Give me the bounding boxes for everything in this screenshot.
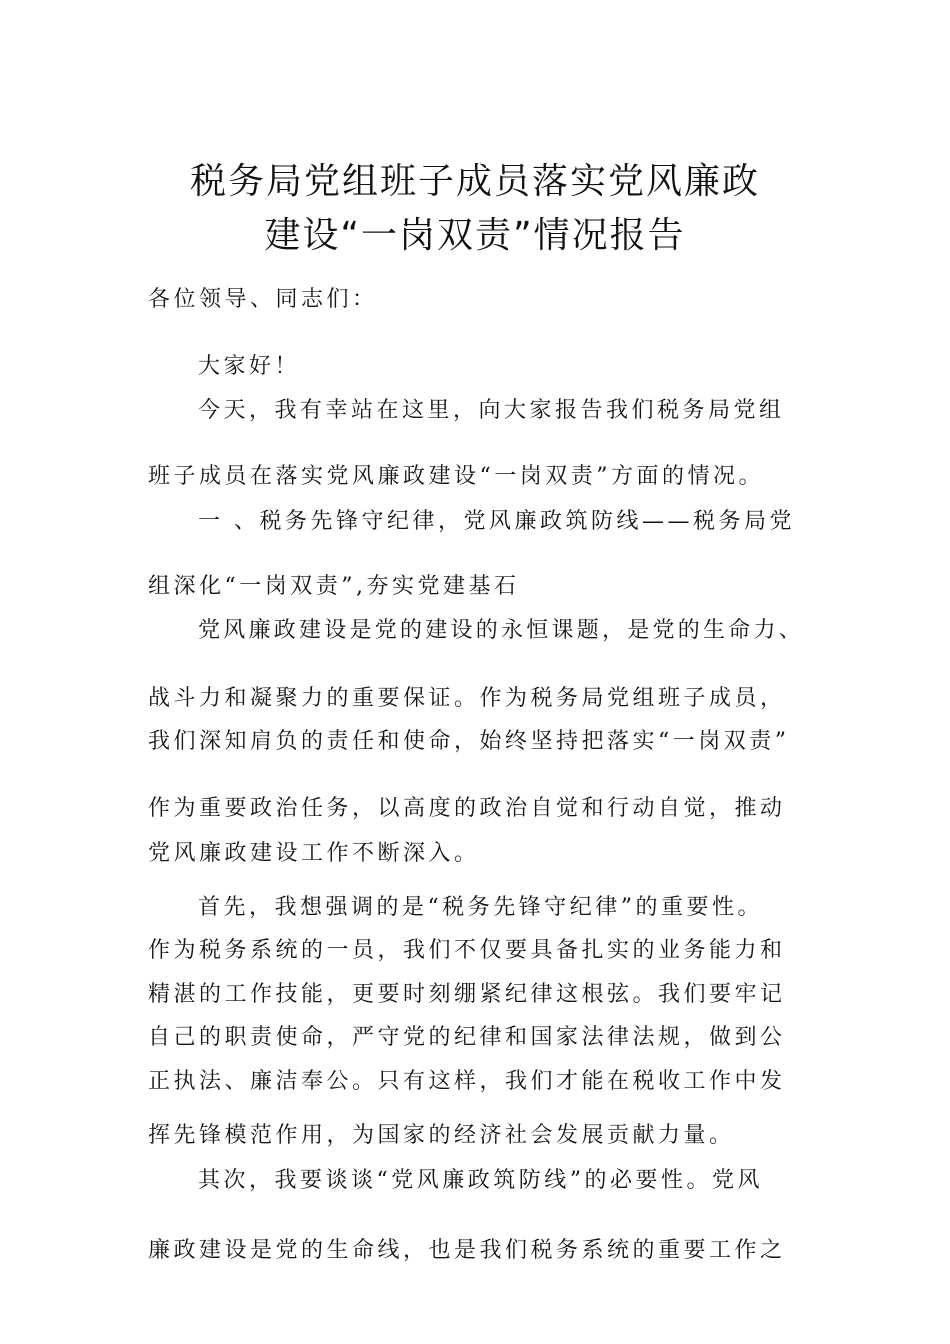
body-line: 正执法、廉洁奉公。只有这样，我们才能在税收工作中发 <box>148 1069 786 1094</box>
body-line: 作为重要政治任务，以高度的政治自觉和行动自觉，推动 <box>148 796 786 821</box>
document-title-line-2: 建设“一岗双责”情况报告 <box>264 215 686 256</box>
body-line: 廉政建设是党的生命线，也是我们税务系统的重要工作之 <box>148 1238 786 1263</box>
body-line: 作为税务系统的一员，我们不仅要具备扎实的业务能力和 <box>148 938 786 963</box>
body-line: 自己的职责使命，严守党的纪律和国家法律法规，做到公 <box>148 1025 786 1050</box>
body-line: 精湛的工作技能，更要时刻绷紧纪律这根弦。我们要牢记 <box>148 982 786 1007</box>
document-title-line-1: 税务局党组班子成员落实党风廉政 <box>189 161 760 202</box>
salutation: 各位领导、同志们： <box>148 287 378 312</box>
body-line: 其次，我要谈谈“党风廉政筑防线”的必要性。党风 <box>198 1168 763 1193</box>
body-line: 班子成员在落实党风廉政建设“一岗双责”方面的情况。 <box>148 464 764 489</box>
body-line: 首先，我想强调的是“税务先锋守纪律”的重要性。 <box>198 895 763 920</box>
section-heading-line: 一 、税务先锋守纪律，党风廉政筑防线——税务局党 <box>198 509 795 534</box>
body-line: 挥先锋模范作用，为国家的经济社会发展贡献力量。 <box>148 1123 735 1148</box>
body-line: 我们深知肩负的责任和使命，始终坚持把落实“一岗双责” <box>148 729 790 754</box>
greeting: 大家好！ <box>198 354 301 379</box>
section-heading-line: 组深化“一岗双责”,夯实党建基石 <box>148 574 520 599</box>
body-line: 党风廉政建设工作不断深入。 <box>148 841 480 866</box>
body-line: 战斗力和凝聚力的重要保证。作为税务局党组班子成员， <box>148 686 786 711</box>
body-line: 今天，我有幸站在这里，向大家报告我们税务局党组 <box>198 398 785 423</box>
body-line: 党风廉政建设是党的建设的永恒课题，是党的生命力、 <box>198 618 805 643</box>
